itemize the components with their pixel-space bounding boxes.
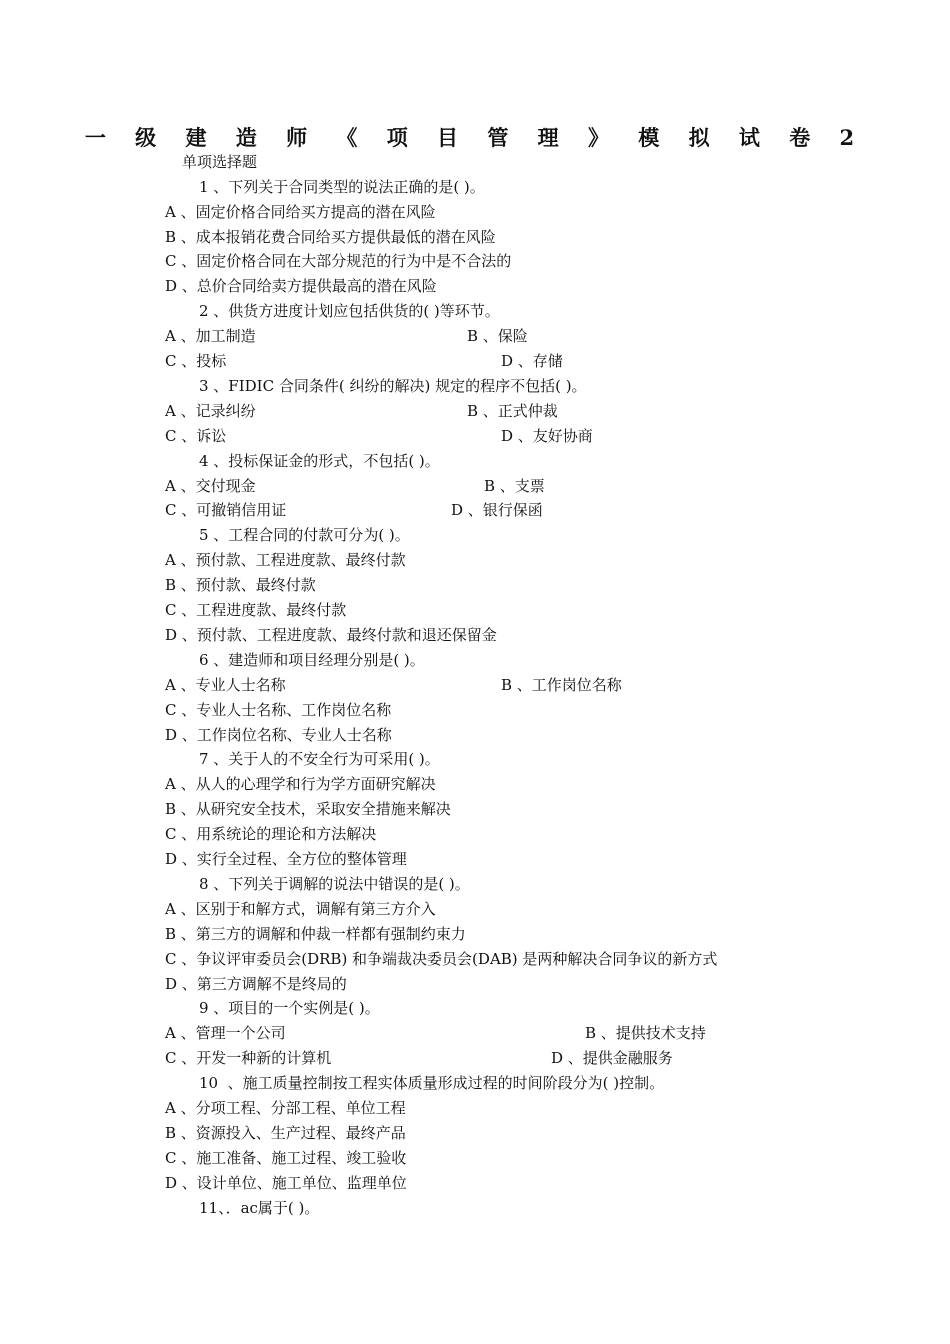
- question-stem: 4 、投标保证金的形式，不包括( )。: [199, 452, 440, 470]
- option-a: A 、固定价格合同给买方提高的潜在风险: [165, 203, 436, 221]
- option-d: D 、存储: [501, 352, 563, 370]
- option-c: C 、开发一种新的计算机: [165, 1049, 332, 1067]
- question-stem: 9 、项目的一个实例是( )。: [199, 999, 380, 1017]
- option-a: A 、记录纠纷: [165, 402, 256, 420]
- question-stem: 10 、施工质量控制按工程实体质量形成过程的时间阶段分为( )控制。: [199, 1074, 665, 1092]
- option-b: B 、工作岗位名称: [501, 676, 622, 694]
- option-b: B 、保险: [467, 327, 528, 345]
- option-c: C 、诉讼: [165, 427, 227, 445]
- option-d: D 、实行全过程、全方位的整体管理: [165, 850, 407, 868]
- option-c: C 、可撤销信用证: [165, 501, 287, 519]
- option-c: C 、专业人士名称、工作岗位名称: [165, 701, 392, 719]
- option-d: D 、设计单位、施工单位、监理单位: [165, 1174, 407, 1192]
- option-b: B 、第三方的调解和仲裁一样都有强制约束力: [165, 925, 466, 943]
- option-d: D 、工作岗位名称、专业人士名称: [165, 726, 392, 744]
- option-d: D 、第三方调解不是终局的: [165, 975, 347, 993]
- option-a: A 、从人的心理学和行为学方面研究解决: [165, 775, 436, 793]
- option-b: B 、提供技术支持: [585, 1024, 706, 1042]
- option-d: D 、提供金融服务: [551, 1049, 673, 1067]
- option-a: A 、交付现金: [165, 477, 256, 495]
- option-b: B 、支票: [484, 477, 545, 495]
- option-a: A 、管理一个公司: [165, 1024, 286, 1042]
- question-stem: 2 、供货方进度计划应包括供货的( )等环节。: [199, 302, 500, 320]
- option-c: C 、固定价格合同在大部分规范的行为中是不合法的: [165, 252, 512, 270]
- page-title: 一 级 建 造 师 《 项 目 管 理 》 模 拟 试 卷 2: [84, 125, 866, 150]
- option-d: D 、友好协商: [501, 427, 593, 445]
- option-b: B 、预付款、最终付款: [165, 576, 316, 594]
- option-b: B 、正式仲裁: [467, 402, 558, 420]
- option-c: C 、争议评审委员会(DRB) 和争端裁决委员会(DAB) 是两种解决合同争议的新方式: [165, 950, 718, 968]
- question-stem: 6 、建造师和项目经理分别是( )。: [199, 651, 425, 669]
- question-stem: 5 、工程合同的付款可分为( )。: [199, 526, 410, 544]
- option-a: A 、区别于和解方式，调解有第三方介入: [165, 900, 436, 918]
- option-a: A 、预付款、工程进度款、最终付款: [165, 551, 406, 569]
- option-c: C 、工程进度款、最终付款: [165, 601, 347, 619]
- option-a: A 、分项工程、分部工程、单位工程: [165, 1099, 406, 1117]
- option-c: C 、用系统论的理论和方法解决: [165, 825, 377, 843]
- question-stem: 1 、下列关于合同类型的说法正确的是( )。: [199, 178, 485, 196]
- option-a: A 、加工制造: [165, 327, 256, 345]
- option-d: D 、预付款、工程进度款、最终付款和退还保留金: [165, 626, 497, 644]
- question-stem: 8 、下列关于调解的说法中错误的是( )。: [199, 875, 470, 893]
- option-c: C 、投标: [165, 352, 227, 370]
- question-stem: 3 、FIDIC 合同条件( 纠纷的解决) 规定的程序不包括( )。: [199, 377, 587, 395]
- option-b: B 、成本报销花费合同给买方提供最低的潜在风险: [165, 228, 496, 246]
- option-d: D 、银行保函: [451, 501, 543, 519]
- option-d: D 、总价合同给卖方提供最高的潜在风险: [165, 277, 437, 295]
- question-stem: 7 、关于人的不安全行为可采用( )。: [199, 750, 440, 768]
- option-b: B 、资源投入、生产过程、最终产品: [165, 1124, 406, 1142]
- question-stem: 11、．ac属于( )。: [199, 1199, 320, 1217]
- option-c: C 、施工准备、施工过程、竣工验收: [165, 1149, 407, 1167]
- option-a: A 、专业人士名称: [165, 676, 286, 694]
- section-heading: 单项选择题: [182, 153, 258, 171]
- option-b: B 、从研究安全技术，采取安全措施来解决: [165, 800, 451, 818]
